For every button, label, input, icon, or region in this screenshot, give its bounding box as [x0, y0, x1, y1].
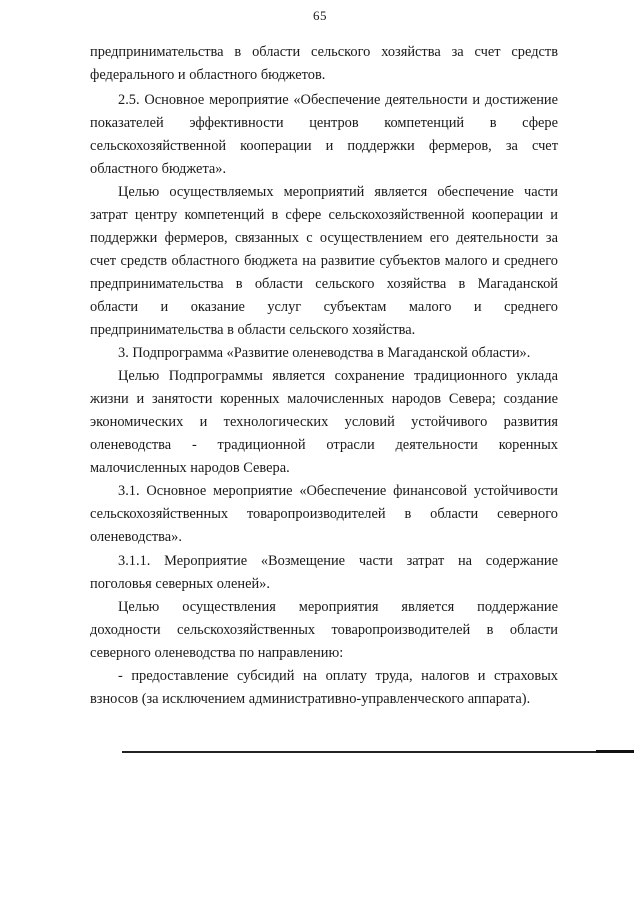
text-line: оленеводства - традиционной отрасли деятельности коренных: [90, 437, 558, 453]
text-line: - предоставление субсидий на оплату труда, налогов и страховых: [118, 668, 558, 684]
text-line: жизни и занятости коренных малочисленных народов Севера; создание: [90, 391, 558, 407]
text-line: Целью Подпрограммы является сохранение традиционного уклада: [118, 368, 558, 384]
text-line: предпринимательства в области сельского хозяйства за счет средств: [90, 44, 558, 60]
text-line: поддержки фермеров, связанных с осуществлением его деятельности за: [90, 230, 558, 246]
text-line: сельскохозяйственных товаропроизводителей в области северного: [90, 506, 558, 522]
text-line: сельскохозяйственной кооперации и поддержки фермеров, за счет: [90, 138, 558, 154]
text-line: затрат центру компетенций в сфере сельскохозяйственной кооперации и: [90, 207, 558, 223]
text-line: показателей эффективности центров компетенций в сфере: [90, 115, 558, 131]
text-line: 3.1. Основное мероприятие «Обеспечение финансовой устойчивости: [118, 483, 558, 499]
text-line: доходности сельскохозяйственных товаропроизводителей в области: [90, 622, 558, 638]
text-line: счет средств областного бюджета на развитие субъектов малого и среднего: [90, 253, 558, 269]
text-line: предпринимательства в области сельского хозяйства в Магаданской: [90, 276, 558, 292]
text-line: 2.5. Основное мероприятие «Обеспечение деятельности и достижение: [118, 92, 558, 108]
text-line: оленеводства».: [90, 529, 182, 545]
text-line: областного бюджета».: [90, 161, 227, 177]
text-line: поголовья северных оленей».: [90, 576, 270, 592]
text-line: федерального и областного бюджетов.: [90, 67, 326, 83]
text-line: предпринимательства в области сельского хозяйства.: [90, 322, 416, 338]
text-line: области и оказание услуг субъектам малого и среднего: [90, 299, 558, 315]
text-line: взносов (за исключением административно-управленческого аппарата).: [90, 691, 531, 707]
footer-rule-end: [596, 750, 634, 753]
text-line: 3. Подпрограмма «Развитие оленеводства в Магаданской области».: [118, 345, 531, 361]
text-line: Целью осуществляемых мероприятий является обеспечение части: [118, 184, 558, 200]
page-number: 65: [313, 8, 327, 23]
text-line: 3.1.1. Мероприятие «Возмещение части затрат на содержание: [118, 553, 558, 569]
footer-rule: [122, 751, 634, 753]
text-line: малочисленных народов Севера.: [90, 460, 290, 476]
text-line: северного оленеводства по направлению:: [90, 645, 344, 661]
text-line: экономических и технологических условий устойчивого развития: [90, 414, 558, 430]
text-line: Целью осуществления мероприятия является поддержание: [118, 599, 558, 615]
